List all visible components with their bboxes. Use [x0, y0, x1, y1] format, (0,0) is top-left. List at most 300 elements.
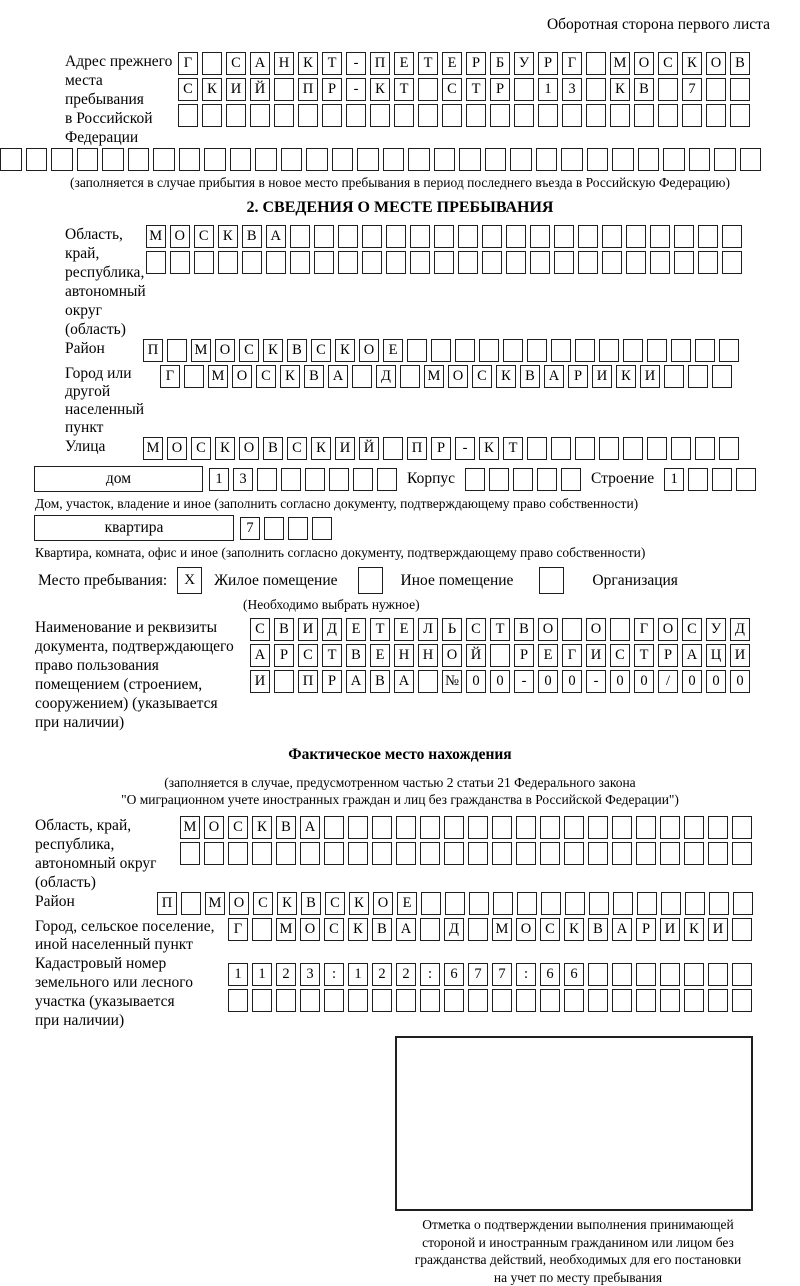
char-box[interactable]: О	[538, 618, 558, 641]
char-box[interactable]: А	[682, 644, 702, 667]
char-box[interactable]: М	[180, 816, 200, 839]
char-box[interactable]: К	[616, 365, 636, 388]
char-box[interactable]	[706, 104, 726, 127]
char-box[interactable]: С	[253, 892, 273, 915]
char-box[interactable]	[612, 963, 632, 986]
char-box[interactable]: Т	[490, 618, 510, 641]
char-box[interactable]	[322, 104, 342, 127]
char-box[interactable]: П	[370, 52, 390, 75]
char-box[interactable]	[274, 104, 294, 127]
char-box[interactable]: Д	[322, 618, 342, 641]
char-box[interactable]	[684, 816, 704, 839]
char-box[interactable]	[170, 251, 190, 274]
char-box[interactable]: :	[420, 963, 440, 986]
char-box[interactable]	[661, 892, 681, 915]
char-box[interactable]	[719, 339, 739, 362]
char-box[interactable]	[732, 842, 752, 865]
char-box[interactable]: К	[496, 365, 516, 388]
char-box[interactable]	[712, 468, 732, 491]
char-box[interactable]: Й	[466, 644, 486, 667]
char-box[interactable]	[689, 148, 711, 171]
char-box[interactable]	[178, 104, 198, 127]
char-box[interactable]: В	[730, 52, 750, 75]
char-box[interactable]	[26, 148, 48, 171]
char-box[interactable]	[541, 892, 561, 915]
char-box[interactable]	[346, 104, 366, 127]
char-box[interactable]	[338, 251, 358, 274]
char-box[interactable]	[634, 104, 654, 127]
char-box[interactable]: С	[226, 52, 246, 75]
char-box[interactable]: 0	[682, 670, 702, 693]
char-box[interactable]	[348, 816, 368, 839]
char-box[interactable]	[252, 842, 272, 865]
char-box[interactable]: М	[205, 892, 225, 915]
char-box[interactable]	[396, 989, 416, 1012]
char-box[interactable]	[517, 892, 537, 915]
char-box[interactable]	[658, 104, 678, 127]
char-box[interactable]	[324, 842, 344, 865]
char-box[interactable]: И	[335, 437, 355, 460]
char-box[interactable]: Р	[322, 670, 342, 693]
char-box[interactable]: Д	[730, 618, 750, 641]
char-box[interactable]	[586, 78, 606, 101]
char-box[interactable]: Р	[636, 918, 656, 941]
char-box[interactable]	[418, 670, 438, 693]
char-box[interactable]	[510, 148, 532, 171]
char-box[interactable]	[290, 225, 310, 248]
char-box[interactable]	[695, 339, 715, 362]
char-box[interactable]: С	[250, 618, 270, 641]
char-box[interactable]: О	[204, 816, 224, 839]
char-box[interactable]	[516, 989, 536, 1012]
char-box[interactable]: К	[682, 52, 702, 75]
char-box[interactable]	[362, 251, 382, 274]
char-box[interactable]: Г	[228, 918, 248, 941]
char-box[interactable]	[400, 365, 420, 388]
char-box[interactable]	[674, 251, 694, 274]
char-box[interactable]: Е	[383, 339, 403, 362]
char-box[interactable]: К	[263, 339, 283, 362]
char-box[interactable]	[372, 842, 392, 865]
char-box[interactable]: В	[242, 225, 262, 248]
char-box[interactable]: О	[448, 365, 468, 388]
char-box[interactable]: М	[492, 918, 512, 941]
char-box[interactable]	[128, 148, 150, 171]
char-box[interactable]	[698, 251, 718, 274]
char-box[interactable]	[181, 892, 201, 915]
char-box[interactable]	[489, 468, 509, 491]
char-box[interactable]: Й	[359, 437, 379, 460]
char-box[interactable]: Т	[370, 618, 390, 641]
char-box[interactable]	[663, 148, 685, 171]
char-box[interactable]	[445, 892, 465, 915]
char-box[interactable]: Г	[562, 644, 582, 667]
char-box[interactable]	[465, 468, 485, 491]
char-box[interactable]: 0	[706, 670, 726, 693]
char-box[interactable]: У	[514, 52, 534, 75]
char-box[interactable]: О	[586, 618, 606, 641]
char-box[interactable]	[736, 468, 756, 491]
char-box[interactable]	[386, 251, 406, 274]
char-box[interactable]	[257, 468, 277, 491]
char-box[interactable]	[562, 618, 582, 641]
char-box[interactable]	[538, 104, 558, 127]
char-box[interactable]	[288, 517, 308, 540]
char-box[interactable]: Т	[394, 78, 414, 101]
char-box[interactable]: М	[143, 437, 163, 460]
char-box[interactable]: С	[442, 78, 462, 101]
char-box[interactable]: Е	[538, 644, 558, 667]
char-box[interactable]	[396, 816, 416, 839]
char-box[interactable]	[530, 251, 550, 274]
char-box[interactable]	[637, 892, 657, 915]
char-box[interactable]	[636, 989, 656, 1012]
char-box[interactable]: В	[263, 437, 283, 460]
char-box[interactable]: А	[612, 918, 632, 941]
char-box[interactable]	[420, 842, 440, 865]
char-box[interactable]: И	[730, 644, 750, 667]
char-box[interactable]: Р	[538, 52, 558, 75]
char-box[interactable]	[612, 816, 632, 839]
char-box[interactable]: С	[287, 437, 307, 460]
char-box[interactable]: Н	[274, 52, 294, 75]
char-box[interactable]	[276, 842, 296, 865]
char-box[interactable]	[554, 251, 574, 274]
char-box[interactable]	[202, 52, 222, 75]
char-box[interactable]	[684, 842, 704, 865]
char-box[interactable]: К	[335, 339, 355, 362]
char-box[interactable]: 7	[240, 517, 260, 540]
char-box[interactable]: О	[373, 892, 393, 915]
char-box[interactable]	[612, 148, 634, 171]
char-box[interactable]	[444, 842, 464, 865]
char-box[interactable]: Г	[562, 52, 582, 75]
char-box[interactable]	[599, 437, 619, 460]
char-box[interactable]: Е	[346, 618, 366, 641]
char-box[interactable]: К	[218, 225, 238, 248]
char-box[interactable]: 0	[538, 670, 558, 693]
char-box[interactable]	[612, 842, 632, 865]
char-box[interactable]	[202, 104, 222, 127]
char-box[interactable]	[204, 842, 224, 865]
char-box[interactable]: А	[544, 365, 564, 388]
char-box[interactable]: 1	[209, 468, 229, 491]
char-box[interactable]	[167, 339, 187, 362]
char-box[interactable]	[266, 251, 286, 274]
char-box[interactable]: К	[252, 816, 272, 839]
char-box[interactable]	[513, 468, 533, 491]
char-box[interactable]	[274, 78, 294, 101]
char-box[interactable]	[146, 251, 166, 274]
char-box[interactable]: А	[250, 52, 270, 75]
char-box[interactable]	[479, 339, 499, 362]
char-box[interactable]: К	[280, 365, 300, 388]
char-box[interactable]	[647, 339, 667, 362]
char-box[interactable]	[527, 339, 547, 362]
char-box[interactable]: Г	[160, 365, 180, 388]
char-box[interactable]	[281, 468, 301, 491]
char-box[interactable]: Р	[658, 644, 678, 667]
char-box[interactable]: 2	[372, 963, 392, 986]
char-box[interactable]: В	[287, 339, 307, 362]
char-box[interactable]: В	[370, 670, 390, 693]
char-box[interactable]: Т	[634, 644, 654, 667]
char-box[interactable]	[551, 437, 571, 460]
char-box[interactable]: В	[634, 78, 654, 101]
char-box[interactable]	[722, 251, 742, 274]
char-box[interactable]	[586, 104, 606, 127]
char-box[interactable]	[516, 842, 536, 865]
char-box[interactable]: В	[520, 365, 540, 388]
char-box[interactable]	[490, 644, 510, 667]
char-box[interactable]: Р	[514, 644, 534, 667]
char-box[interactable]: Р	[568, 365, 588, 388]
char-box[interactable]: Р	[466, 52, 486, 75]
char-box[interactable]: В	[372, 918, 392, 941]
char-box[interactable]: С	[472, 365, 492, 388]
char-box[interactable]: О	[634, 52, 654, 75]
char-box[interactable]: О	[167, 437, 187, 460]
char-box[interactable]: 0	[490, 670, 510, 693]
char-box[interactable]: А	[328, 365, 348, 388]
char-box[interactable]	[421, 892, 441, 915]
char-box[interactable]	[613, 892, 633, 915]
char-box[interactable]	[588, 989, 608, 1012]
char-box[interactable]	[180, 842, 200, 865]
char-box[interactable]: К	[277, 892, 297, 915]
char-box[interactable]	[332, 148, 354, 171]
char-box[interactable]	[530, 225, 550, 248]
char-box[interactable]	[714, 148, 736, 171]
char-box[interactable]: А	[394, 670, 414, 693]
char-box[interactable]	[458, 251, 478, 274]
char-box[interactable]	[281, 148, 303, 171]
char-box[interactable]: 3	[233, 468, 253, 491]
char-box[interactable]	[536, 148, 558, 171]
char-box[interactable]: С	[311, 339, 331, 362]
char-box[interactable]	[394, 104, 414, 127]
char-box[interactable]	[420, 989, 440, 1012]
char-box[interactable]	[482, 251, 502, 274]
char-box[interactable]	[660, 842, 680, 865]
char-box[interactable]: Е	[394, 618, 414, 641]
char-box[interactable]: С	[298, 644, 318, 667]
char-box[interactable]	[255, 148, 277, 171]
char-box[interactable]	[575, 339, 595, 362]
char-box[interactable]	[466, 104, 486, 127]
char-box[interactable]	[650, 225, 670, 248]
char-box[interactable]	[194, 251, 214, 274]
char-box[interactable]	[610, 104, 630, 127]
char-box[interactable]	[468, 816, 488, 839]
char-box[interactable]	[540, 842, 560, 865]
char-box[interactable]	[228, 842, 248, 865]
char-box[interactable]	[252, 918, 272, 941]
char-box[interactable]: №	[442, 670, 462, 693]
char-box[interactable]: А	[300, 816, 320, 839]
char-box[interactable]: :	[324, 963, 344, 986]
char-box[interactable]	[586, 52, 606, 75]
char-box[interactable]: 2	[396, 963, 416, 986]
char-box[interactable]: К	[311, 437, 331, 460]
char-box[interactable]: Т	[418, 52, 438, 75]
char-box[interactable]	[204, 148, 226, 171]
char-box[interactable]: 7	[492, 963, 512, 986]
char-box[interactable]	[610, 618, 630, 641]
char-box[interactable]	[564, 989, 584, 1012]
char-box[interactable]	[578, 251, 598, 274]
char-box[interactable]: Д	[444, 918, 464, 941]
char-box[interactable]	[410, 251, 430, 274]
char-box[interactable]	[732, 816, 752, 839]
char-box[interactable]: И	[640, 365, 660, 388]
char-box[interactable]: П	[143, 339, 163, 362]
char-box[interactable]	[184, 365, 204, 388]
char-box[interactable]	[650, 251, 670, 274]
char-box[interactable]	[719, 437, 739, 460]
char-box[interactable]: Ь	[442, 618, 462, 641]
char-box[interactable]	[290, 251, 310, 274]
char-box[interactable]: -	[346, 52, 366, 75]
char-box[interactable]	[612, 989, 632, 1012]
char-box[interactable]	[492, 989, 512, 1012]
char-box[interactable]: -	[455, 437, 475, 460]
char-box[interactable]	[660, 816, 680, 839]
char-box[interactable]	[418, 78, 438, 101]
char-box[interactable]	[468, 842, 488, 865]
char-box[interactable]: 7	[468, 963, 488, 986]
char-box[interactable]	[386, 225, 406, 248]
char-box[interactable]	[492, 842, 512, 865]
char-box[interactable]	[671, 339, 691, 362]
char-box[interactable]	[252, 989, 272, 1012]
char-box[interactable]	[312, 517, 332, 540]
char-box[interactable]	[377, 468, 397, 491]
stay-type-checkbox-other[interactable]	[358, 567, 383, 594]
char-box[interactable]: 1	[348, 963, 368, 986]
char-box[interactable]: Е	[397, 892, 417, 915]
char-box[interactable]	[306, 148, 328, 171]
char-box[interactable]: К	[215, 437, 235, 460]
char-box[interactable]	[264, 517, 284, 540]
char-box[interactable]: К	[202, 78, 222, 101]
char-box[interactable]: В	[274, 618, 294, 641]
char-box[interactable]	[300, 989, 320, 1012]
char-box[interactable]: 6	[444, 963, 464, 986]
char-box[interactable]: Т	[503, 437, 523, 460]
char-box[interactable]	[561, 148, 583, 171]
char-box[interactable]: С	[194, 225, 214, 248]
char-box[interactable]	[722, 225, 742, 248]
stay-type-checkbox-organization[interactable]	[539, 567, 564, 594]
char-box[interactable]: О	[516, 918, 536, 941]
char-box[interactable]	[660, 963, 680, 986]
char-box[interactable]: У	[706, 618, 726, 641]
char-box[interactable]: К	[370, 78, 390, 101]
char-box[interactable]: 0	[562, 670, 582, 693]
char-box[interactable]: О	[229, 892, 249, 915]
char-box[interactable]	[588, 816, 608, 839]
char-box[interactable]	[407, 339, 427, 362]
char-box[interactable]: Л	[418, 618, 438, 641]
char-box[interactable]	[418, 104, 438, 127]
char-box[interactable]	[370, 104, 390, 127]
char-box[interactable]	[587, 148, 609, 171]
char-box[interactable]: И	[708, 918, 728, 941]
char-box[interactable]	[551, 339, 571, 362]
char-box[interactable]	[588, 842, 608, 865]
char-box[interactable]	[444, 816, 464, 839]
char-box[interactable]: :	[516, 963, 536, 986]
char-box[interactable]	[537, 468, 557, 491]
char-box[interactable]	[442, 104, 462, 127]
char-box[interactable]: В	[514, 618, 534, 641]
char-box[interactable]: 1	[664, 468, 684, 491]
char-box[interactable]: П	[157, 892, 177, 915]
char-box[interactable]: В	[346, 644, 366, 667]
char-box[interactable]: 0	[466, 670, 486, 693]
char-box[interactable]	[506, 225, 526, 248]
char-box[interactable]: С	[682, 618, 702, 641]
char-box[interactable]: С	[239, 339, 259, 362]
char-box[interactable]	[469, 892, 489, 915]
char-box[interactable]: Р	[431, 437, 451, 460]
char-box[interactable]	[698, 225, 718, 248]
char-box[interactable]	[589, 892, 609, 915]
char-box[interactable]: Г	[634, 618, 654, 641]
char-box[interactable]	[396, 842, 416, 865]
char-box[interactable]	[740, 148, 762, 171]
char-box[interactable]: Т	[322, 644, 342, 667]
char-box[interactable]	[540, 989, 560, 1012]
char-box[interactable]	[226, 104, 246, 127]
char-box[interactable]: О	[215, 339, 235, 362]
char-box[interactable]	[636, 842, 656, 865]
char-box[interactable]	[51, 148, 73, 171]
char-box[interactable]: М	[424, 365, 444, 388]
char-box[interactable]	[455, 339, 475, 362]
char-box[interactable]	[314, 251, 334, 274]
char-box[interactable]: В	[304, 365, 324, 388]
char-box[interactable]: И	[226, 78, 246, 101]
char-box[interactable]: Г	[178, 52, 198, 75]
char-box[interactable]: 2	[276, 963, 296, 986]
char-box[interactable]	[300, 842, 320, 865]
char-box[interactable]: К	[564, 918, 584, 941]
char-box[interactable]	[647, 437, 667, 460]
char-box[interactable]	[153, 148, 175, 171]
char-box[interactable]	[706, 78, 726, 101]
char-box[interactable]	[352, 365, 372, 388]
char-box[interactable]	[565, 892, 585, 915]
char-box[interactable]	[602, 225, 622, 248]
char-box[interactable]: 3	[562, 78, 582, 101]
char-box[interactable]	[527, 437, 547, 460]
char-box[interactable]: М	[276, 918, 296, 941]
char-box[interactable]	[578, 225, 598, 248]
char-box[interactable]	[732, 963, 752, 986]
char-box[interactable]: С	[228, 816, 248, 839]
char-box[interactable]	[357, 148, 379, 171]
char-box[interactable]: А	[346, 670, 366, 693]
char-box[interactable]	[732, 989, 752, 1012]
char-box[interactable]: П	[298, 78, 318, 101]
char-box[interactable]: Е	[370, 644, 390, 667]
char-box[interactable]	[410, 225, 430, 248]
char-box[interactable]: О	[658, 618, 678, 641]
char-box[interactable]	[602, 251, 622, 274]
char-box[interactable]	[250, 104, 270, 127]
